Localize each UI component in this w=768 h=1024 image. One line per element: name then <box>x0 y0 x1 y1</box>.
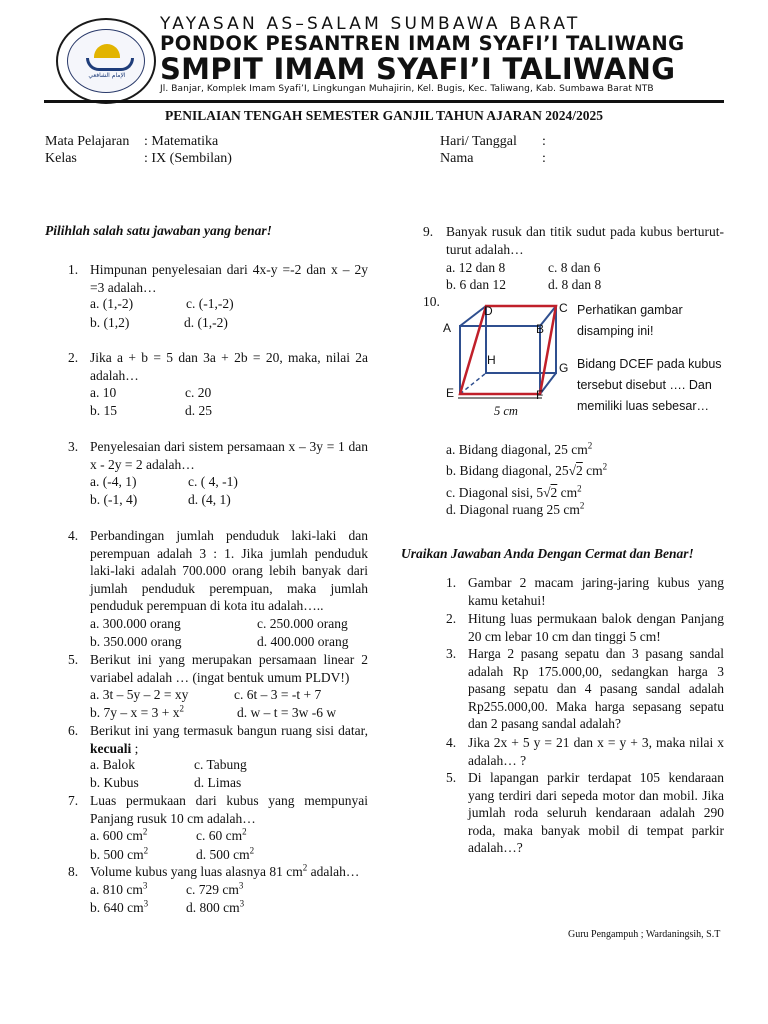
q4-option-a: a. 300.000 orang <box>90 616 181 631</box>
subject-label: Mata Pelajaran <box>45 134 130 149</box>
q5-option-a: a. 3t – 5y – 2 = xy <box>90 687 189 702</box>
label-C: C <box>559 301 568 315</box>
label-F: F <box>536 388 544 402</box>
essay-4-number: 4. <box>446 735 457 750</box>
q5-option-d: d. w – t = 3w -6 w <box>237 705 337 720</box>
label-H: H <box>487 353 496 367</box>
q3-option-c: c. ( 4, -1) <box>188 474 238 489</box>
q10-option-c: c. Diagonal sisi, 5√2 $cm^2$ <box>446 483 582 500</box>
exam-title: PENILAIAN TENGAH SEMESTER GANJIL TAHUN AJARAN 2024/2025 <box>164 108 604 123</box>
q7-option-c: c. 60 $cm^2$ <box>196 826 247 843</box>
q1-option-d: d. (1,-2) <box>184 315 228 330</box>
q9-option-c: c. 8 dan 6 <box>548 260 601 275</box>
q9-text: Banyak rusuk dan titik sudut pada kubus berturut-turut adalah… <box>446 224 724 257</box>
q5-option-c: c. 6t – 3 = -t + 7 <box>234 687 322 702</box>
class-label: Kelas <box>45 151 77 166</box>
q8-text: Volume kubus yang luas alasnya 81 $cm^2$ adalah… <box>90 862 360 879</box>
school-logo <box>56 18 156 104</box>
sun-icon <box>94 44 120 58</box>
pesantren-name: PONDOK PESANTREN IMAM SYAFI’I TALIWANG <box>160 32 685 55</box>
q5-number: 5. <box>68 652 79 667</box>
q2-number: 2. <box>68 350 79 365</box>
logo-text: الإمام الشافعي <box>88 72 126 79</box>
q10-side-3: Bidang DCEF pada kubus <box>577 357 722 371</box>
label-D: D <box>484 304 493 318</box>
q3-text: Penyelesaian dari sistem persamaan x – 3y = 1 dan x - 2y = 2 adalah… <box>90 439 368 472</box>
essay-3-number: 3. <box>446 646 457 661</box>
label-A: A <box>443 321 452 335</box>
q2-text: Jika a + b = 5 dan 3a + 2b = 20, maka, nilai 2a adalah… <box>90 350 368 383</box>
essay-3-text: Harga 2 pasang sepatu dan 3 pasang sandal adalah Rp 175.000,00, sedangkan harga 3 pasang sepatu dan 4 pasang sandal adalah Rp255.000,00. Maka harga sepasang sepatu dan 2 pasang sandal adalah? <box>468 646 724 731</box>
subject-value: : Matematika <box>144 134 219 149</box>
q4-option-d: d. 400.000 orang <box>257 634 349 649</box>
q8-number: 8. <box>68 864 79 879</box>
q4-text: Perbandingan jumlah penduduk laki-laki dan perempuan adalah 3 : 1. Jika jumlah penduduk laki-laki adalah 700.000 orang lebih banyak dari jumlah penduduk perempuan, maka jumlah penduduk perempuan di kota itu adalah….. <box>90 528 368 613</box>
q10-side-5: memiliki luas sebesar… <box>577 399 709 413</box>
q4-option-c: c. 250.000 orang <box>257 616 348 631</box>
q2-option-c: c. 20 <box>185 385 212 400</box>
q7-option-b: b. 500 $cm^2$ <box>90 845 149 862</box>
q7-number: 7. <box>68 793 79 808</box>
q9-option-b: b. 6 dan 12 <box>446 277 506 292</box>
q6-option-b: b. Kubus <box>90 775 139 790</box>
name-label: Nama <box>440 151 474 166</box>
essay-2-text: Hitung luas permukaan balok dengan Panjang 20 cm lebar 10 cm dan tinggi 5 cm! <box>468 611 724 644</box>
q7-text: Luas permukaan dari kubus yang mempunyai Panjang rusuk 10 cm adalah… <box>90 793 368 826</box>
q7-option-d: d. 500 $cm^2$ <box>196 845 255 862</box>
essay-4-text: Jika 2x + 5 y = 21 dan x = y + 3, maka nilai x adalah… ? <box>468 735 724 768</box>
foundation-name: YAYASAN AS–SALAM SUMBAWA BARAT <box>160 14 581 34</box>
q6-text: Berikut ini yang termasuk bangun ruang sisi datar, kecuali ; <box>90 723 368 756</box>
q10-number: 10. <box>423 294 440 309</box>
section1-instruction: Pilihlah salah satu jawaban yang benar! <box>45 223 272 238</box>
class-value: : IX (Sembilan) <box>144 151 232 166</box>
q9-number: 9. <box>423 224 434 239</box>
day-value: : <box>542 134 546 149</box>
q2-option-d: d. 25 <box>185 403 212 418</box>
teacher-signature-line: Guru Pengampuh ; Wardaningsih, S.T <box>568 929 721 940</box>
school-name: SMPIT IMAM SYAFI’I TALIWANG <box>160 52 676 86</box>
essay-1-text: Gambar 2 macam jaring-jaring kubus yang kamu ketahui! <box>468 575 724 608</box>
q1-text: Himpunan penyelesaian dari 4x-y =-2 dan x – 2y =3 adalah… <box>90 262 368 295</box>
label-B: B <box>536 322 545 336</box>
day-label: Hari/ Tanggal <box>440 134 517 149</box>
book-icon <box>86 58 134 71</box>
q10-option-b: b. Bidang diagonal, 25√2 $cm^2$ <box>446 461 608 478</box>
q8-option-d: d. 800 $cm^3$ <box>186 898 245 915</box>
q3-option-a: a. (-4, 1) <box>90 474 137 489</box>
edge-length-label: 5 cm <box>494 404 518 418</box>
essay-2-number: 2. <box>446 611 457 626</box>
q4-number: 4. <box>68 528 79 543</box>
q1-option-c: c. (-1,-2) <box>186 296 234 311</box>
q1-number: 1. <box>68 262 79 277</box>
label-G: G <box>559 361 569 375</box>
q1-option-a: a. (1,-2) <box>90 296 134 311</box>
q1-option-b: b. (1,2) <box>90 315 130 330</box>
q10-side-2: disamping ini! <box>577 324 654 338</box>
q3-option-b: b. (-1, 4) <box>90 492 138 507</box>
header-divider <box>44 100 724 103</box>
logo-emblem <box>67 29 145 93</box>
q9-option-d: d. 8 dan 8 <box>548 277 602 292</box>
q9-option-a: a. 12 dan 8 <box>446 260 506 275</box>
q10-option-a: a. Bidang diagonal, 25 $cm^2$ <box>446 440 593 457</box>
q6-option-d: d. Limas <box>194 775 242 790</box>
essay-1-number: 1. <box>446 575 457 590</box>
label-E: E <box>446 386 455 400</box>
q8-option-b: b. 640 $cm^3$ <box>90 898 149 915</box>
essay-5-text: Di lapangan parkir terdapat 105 kendaraan yang terdiri dari sepeda motor dan mobil. Jika jumlah roda seluruh kendaraan adalah 290 roda, maka banyak mobil di tempat parkir adalah…? <box>468 770 724 855</box>
q5-text: Berikut ini yang merupakan persamaan linear 2 variabel adalah … (ingat bentuk umum PLDV!) <box>90 652 368 685</box>
section2-instruction: Uraikan Jawaban Anda Dengan Cermat dan Benar! <box>401 546 694 561</box>
q10-option-d: d. Diagonal ruang 25 $cm^2$ <box>446 500 585 517</box>
q7-option-a: a. 600 $cm^2$ <box>90 826 148 843</box>
school-address: Jl. Banjar, Komplek Imam Syafi’I, Lingkungan Muhajirin, Kel. Bugis, Kec. Taliwang, Kab. Sumbawa Barat NTB <box>160 84 654 94</box>
q6-number: 6. <box>68 723 79 738</box>
q10-side-4: tersebut disebut …. Dan <box>577 378 712 392</box>
q4-option-b: b. 350.000 orang <box>90 634 182 649</box>
q10-side-1: Perhatikan gambar <box>577 303 683 317</box>
q3-option-d: d. (4, 1) <box>188 492 231 507</box>
q2-option-a: a. 10 <box>90 385 117 400</box>
q8-option-a: a. 810 $cm^3$ <box>90 880 148 897</box>
name-value: : <box>542 151 546 166</box>
q6-option-c: c. Tabung <box>194 757 247 772</box>
q3-number: 3. <box>68 439 79 454</box>
cube-diagram <box>436 296 576 420</box>
q2-option-b: b. 15 <box>90 403 117 418</box>
q8-option-c: c. 729 $cm^3$ <box>186 880 244 897</box>
q5-option-b: b. $7y - x = 3 + x^2$ <box>90 703 184 720</box>
essay-5-number: 5. <box>446 770 457 785</box>
q6-option-a: a. Balok <box>90 757 135 772</box>
